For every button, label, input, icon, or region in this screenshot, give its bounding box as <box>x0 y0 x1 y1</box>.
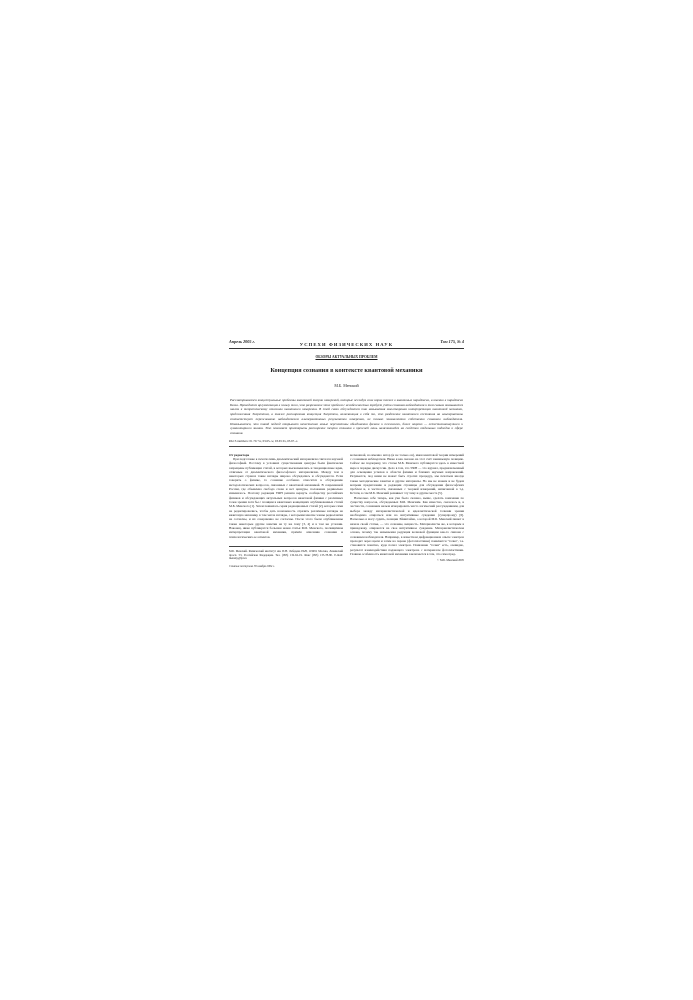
copyright: © М.Б. Менский 2005 <box>437 558 464 563</box>
paragraph: При подготовке к печати лишь диалектический материализм считался научной философией. Поэтому в условиях существования цензуры были фактически запрещены публикации статей, в которых высказывались и тенденциозные идеи, отличные от диалектического философского материализма. Между тем в некоторых странах такие взгляды широко обсуждались и обсуждаются. Если говорить о физике, то сознание особенно относится к обсуждению методологических вопросов, связанных с квантовой механикой. В современной России, где объявлена свобода слова и нет цензуры, положение радикально изменилось. Поэтому редакция УФН решила вернуть сообществу российских физиков и обсуждающих актуальных вопросов квантовой физики с различных точек зрения хотя бы с позиции в квантовых концепциях опубликованных статей М.Б. Менского [1]. Затем появилась серия редакционных статей [2], которые сами не редактировались, чтобы дать возможность отразить различные взгляды на квантовую механику, в том числе взгляды, с которыми многие члены редколлегии не согласны, и их совершенно не согласны. После этого были опубликованы также некоторые другие заметки на ту же тему [3, 4] и в том же условии. Наконец, ниже публикуется большая новая статья М.Б. Менского, посвящённая интерпретации квантовой механики, причём описанию сознания и психологических ее аспектов. <box>229 456 343 539</box>
abstract: Рассматриваются концептуальные проблемы квантовой теории измерений, которые исследуя свои корни теснее в квантовых парадоксах, а именно в парадоксах Белла. Проводится аргументация в пользу того, что разрешение этих проблем с неизбежностью требует учёта сознания наблюдателя и тем самым оказывается шагом к теоретическому описанию квантового измерения. В этой связи обсуждается так называемая многомировая интерпретация квантовой механики, предложенная Эвереттом, а также расширенная концепция Эверетта, включающая в себя то, что разделение квантового состояния на альтернативы соответствует переживанию наблюдателем альтернативных результатов измерения, не только эквивалентно собственно сознанию наблюдателя. Показывается, что такой подход открывает качественно новые перспективы объединения физики и психологии, более широко — естественнонаучного и гуманитарного знания. Это позволяет приоткрыть расширение теории сознания в прежней лишь намечавшейся на сходство отдельных подходов к сфере сознания. <box>230 398 463 435</box>
section-heading: От редактора <box>229 452 250 457</box>
section-rubric: ОБЗОРЫ АКТУАЛЬНЫХ ПРОБЛЕМ <box>315 355 378 359</box>
header-rule <box>229 348 464 349</box>
running-header <box>229 338 464 350</box>
right-column <box>350 453 464 569</box>
journal-page <box>229 338 464 569</box>
received-date: Статья поступила 30 ноября 2004 г. <box>229 564 275 569</box>
article-author: М.Б. Менский <box>334 383 359 388</box>
left-column <box>229 453 343 569</box>
body-columns <box>229 453 464 569</box>
volume-number: Том 175, № 4 <box>440 339 464 344</box>
author-affiliation: М.Б. Менский. Физический институт им. П.Н. Лебедева РАН, 119991 Москва, Ленинский просп. 53, Российская Федерация. Тел. (095) 132-62-19. Факс (095) 135-78-80. E-mail: mensky@lpi.ru <box>229 546 343 561</box>
issue-date: Апрель 2005 г. <box>229 339 256 344</box>
paragraph: возможной, но именно автор (и не только он), имея квантовой теории измерений с сознанием наблюдателя. Ниже я как сказано на этот счёт занимаемую позицию. Сейчас же подчеркну, что статья М.Б. Менского публикуется здесь в известной мере в порядке дискуссии. Дело в том, что УФН — это журнал, предназначенный для освещения успехов в области физики и близких научных направлений. Разумеется, под ними не может быть строгих процедур, мы печатаем иногда также методические заметки и другие материалы. Но мы не можем и не будем вопреки предисловию и редакции страницы для обсуждения философских проблем и, в частности, связанных с теорией измерений, написанной в т.д. Кстати, в сам М.Б. Менский развивает эту тему и другие места [5]. <box>350 452 464 496</box>
journal-name: УСПЕХИ ФИЗИЧЕСКИХ НАУК <box>299 342 394 347</box>
article-title: Концепция сознания в контексте квантовой механики <box>270 367 423 374</box>
pacs-numbers: PACS numbers: 01.70.+w, 03.65.-w, 03.65.Ta, 03.67.-a <box>229 439 464 447</box>
paragraph: Насколько себе теперь, как уже было сказано, выше, сделать замечание по существу вопросов, обсуждаемых М.Б. Менским. Как известно, сказалось и, в частности, сознанием нельзя игнорировать чисто логический рассуждениями, для выбора между материалистической и идеалистической точками зрения необходимо опираться или на интуитивные суждения (суперпрому) [6]. Насколько я могу судить, позиция Эйнштейна, о которой М.Б. Менский пишет в начале своей статьи, — это сознание, вещность. Материалисты же, к которым я принадлежу, опираются на свое интуитивное суждение. Материалистическая основа, почему так называемая редукция волновой функции как-то связана с сознанием наблюдателя. Например, в известном дифракционном опыте электрон проходит через щели и затем на экране (фотопластинке) появляется "точка", т.е. становится понятно, куда попал электрон. Появление "точки" есть, очевидно, результат взаимодействия падающего электрона с материалом фотопластинки. Главная особенность квантовой механики заключается в том, что сама пред- <box>350 495 464 556</box>
